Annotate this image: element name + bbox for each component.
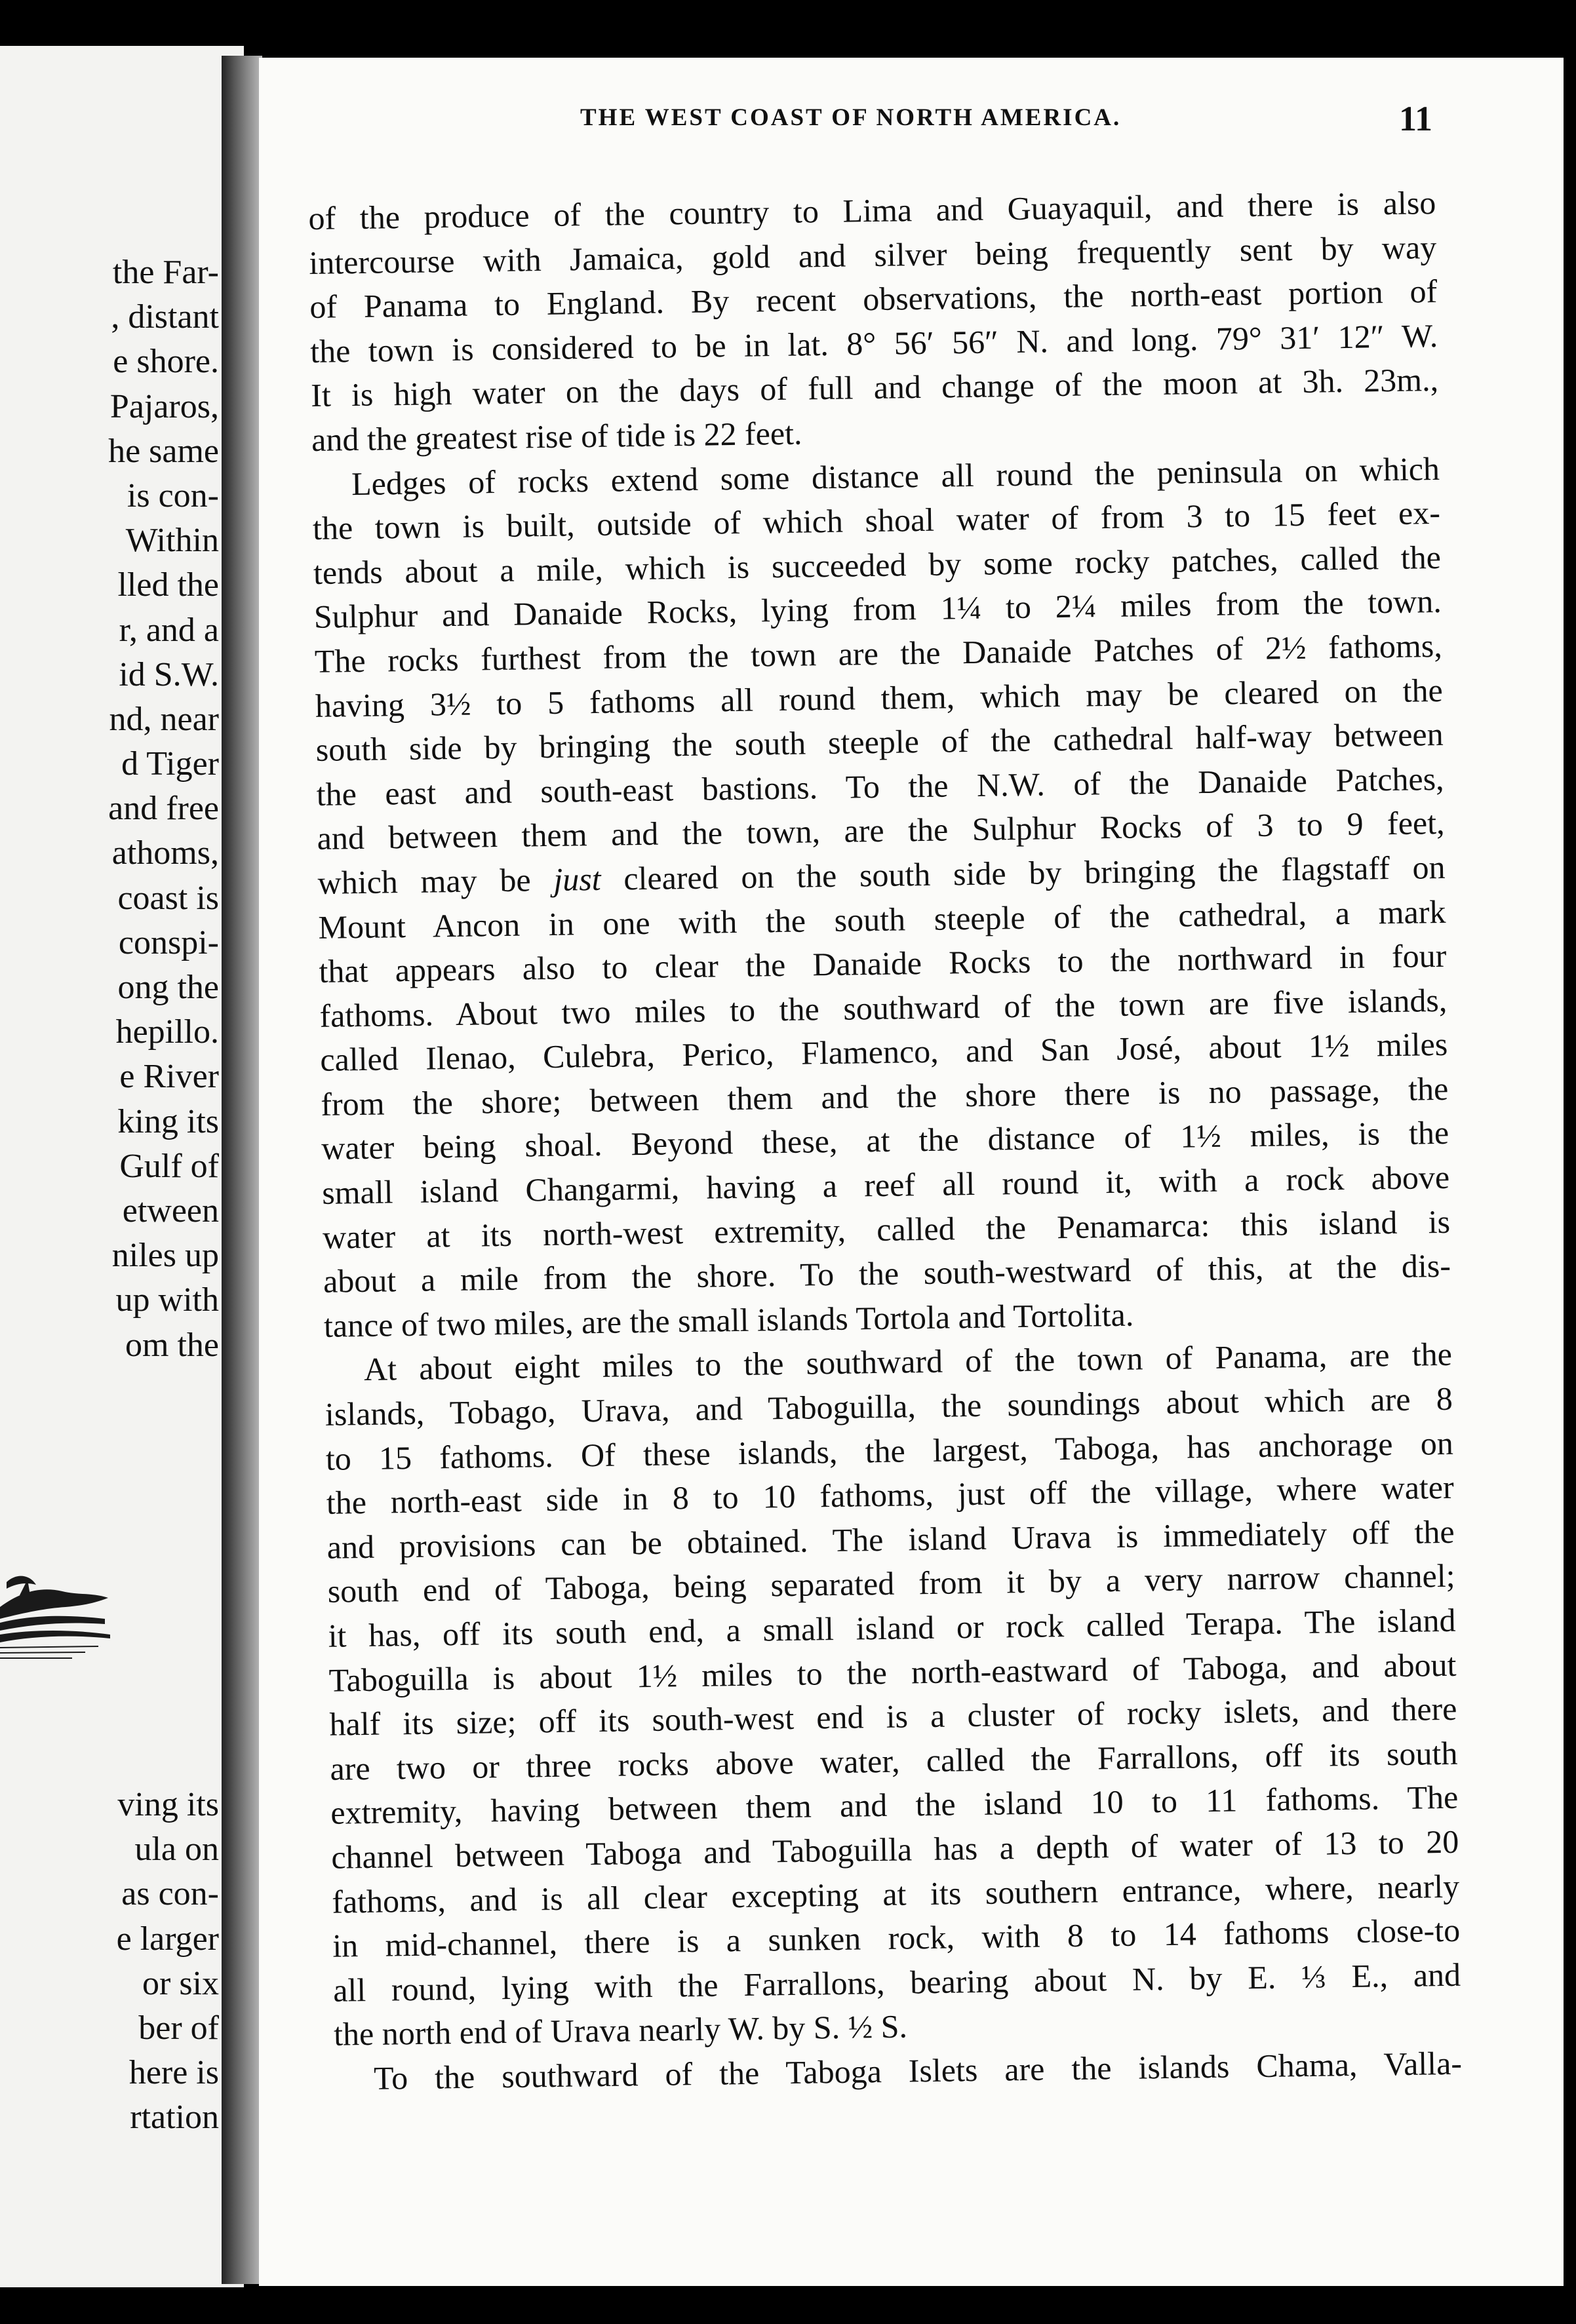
facing-page-line: id S.W. <box>119 655 219 693</box>
facing-page-line: Gulf of <box>119 1147 219 1185</box>
text-line: extremity, having between them and the island 10 to 11 fathoms. The <box>330 1779 1459 1832</box>
facing-page-line: and free <box>108 790 219 828</box>
facing-page-line: e River <box>119 1058 219 1096</box>
facing-page-line: or six <box>142 1964 219 2002</box>
body-text <box>308 181 1462 2101</box>
text-line: islands, Tobago, Urava, and Taboguilla, the soundings about which are 8 <box>325 1380 1453 1433</box>
text-line: To the southward of the Taboga Islets are the islands Chama, Valla- <box>373 2044 1463 2097</box>
text-line: are two or three rocks above water, called the Farrallons, off its south <box>330 1734 1458 1787</box>
text-line: Mount Ancon in one with the south steeple of the cathedral, a mark <box>318 893 1446 946</box>
text-line: Sulphur and Danaide Rocks, lying from 1¼ to 2¼ miles from the town. <box>313 583 1442 636</box>
facing-page-line: rtation <box>130 2099 219 2137</box>
facing-page-line: Pajaros, <box>109 387 219 425</box>
text-line: small island Changarmi, having a reef all round it, with a rock above <box>321 1158 1450 1211</box>
facing-page-line: ula on <box>134 1830 219 1869</box>
text-line: it has, off its south end, a small island or rock called Terapa. The island <box>328 1601 1456 1654</box>
text-line: channel between Taboga and Taboguilla has a depth of water of 13 to 20 <box>330 1823 1459 1876</box>
text-line: south end of Taboga, being separated from it by a very narrow channel; <box>327 1557 1455 1610</box>
text-line: to 15 fathoms. Of these islands, the largest, Taboga, has anchorage on <box>325 1424 1454 1477</box>
facing-page-line: lled the <box>117 566 219 604</box>
facing-page-line: is con- <box>127 476 219 514</box>
text-line: the town is considered to be in lat. 8° 56′ 56″ N. and long. 79° 31′ 12″ W. <box>309 317 1438 370</box>
text-line: of Panama to England. By recent observations, the north-east portion of <box>309 273 1438 326</box>
text-line: tance of two miles, are the small islands Tortola and Tortolita. <box>323 1296 1134 1344</box>
facing-page-line: Within <box>125 522 219 560</box>
text-line: in mid-channel, there is a sunken rock, with 8 to 14 fathoms close-to <box>332 1911 1461 1964</box>
text-line: fathoms, and is all clear excepting at its southern entrance, where, nearly <box>331 1867 1460 1920</box>
text-line: all round, lying with the Farrallons, bearing about N. by E. ⅓ E., and <box>332 1956 1461 2009</box>
text-line: It is high water on the days of full and change of the moon at 3h. 23m., <box>310 361 1439 414</box>
text-line: south side by bringing the south steeple of the cathedral half-way between <box>315 716 1444 769</box>
facing-page-line: , distant <box>111 298 219 336</box>
text-line: tends about a mile, which is succeeded by some rocky patches, called the <box>313 538 1442 591</box>
text-line: from the shore; between them and the shore there is no passage, the <box>320 1070 1449 1123</box>
text-line: intercourse with Jamaica, gold and silver being frequently sent by way <box>309 228 1437 281</box>
facing-page-line: as con- <box>121 1875 219 1913</box>
text-line: that appears also to clear the Danaide Rocks to the northward in four <box>319 937 1447 990</box>
facing-page-line: nd, near <box>109 700 219 738</box>
running-head: THE WEST COAST OF NORTH AMERICA. <box>580 104 1122 131</box>
ornament-engraving <box>0 1566 111 1671</box>
facing-page-line: om the <box>125 1326 219 1364</box>
facing-page-line: here is <box>128 2054 219 2092</box>
page-number: 11 <box>1398 99 1432 138</box>
text-line: of the produce of the country to Lima and Guayaquil, and there is also <box>308 184 1436 237</box>
text-line: Ledges of rocks extend some distance all round the peninsula on which <box>351 450 1440 502</box>
facing-page-line: e shore. <box>113 343 219 381</box>
book-gutter <box>222 56 262 2284</box>
facing-page-line: ving its <box>117 1786 219 1823</box>
text-line: fathoms. About two miles to the southward of the town are five islands, <box>319 981 1448 1034</box>
text-line: the east and south-east bastions. To the N.W. of the Danaide Patches, <box>316 760 1444 813</box>
text-line-end: cleared on the south side by bringing the flagstaff on <box>623 848 1446 897</box>
facing-page-line: athoms, <box>111 834 219 872</box>
facing-page-line: etween <box>122 1191 219 1230</box>
text-line-start: which may be <box>317 861 531 901</box>
text-line: having 3½ to 5 fathoms all round them, which may be cleared on the <box>315 671 1444 724</box>
facing-page-fragment <box>0 46 244 2287</box>
text-line: the north-east side in 8 to 10 fathoms, just off the village, where water <box>326 1469 1455 1522</box>
facing-page-line: r, and a <box>119 611 219 649</box>
facing-page-line: ong the <box>117 969 219 1006</box>
facing-page-line: ber of <box>138 2009 219 2047</box>
text-line: about a mile from the shore. To the south-westward of this, at the dis- <box>323 1247 1451 1300</box>
text-line: water at its north-west extremity, called the Penamarca: this island is <box>322 1203 1451 1256</box>
facing-page-line: e larger <box>116 1920 219 1958</box>
text-line: the north end of Urava nearly W. by S. ½ S. <box>333 2007 908 2053</box>
page-header <box>298 98 1432 151</box>
facing-page-line: conspi- <box>118 923 219 961</box>
text-line: the town is built, outside of which shoal water of from 3 to 15 feet ex- <box>312 494 1441 547</box>
text-line: and between them and the town, are the Sulphur Rocks of 3 to 9 feet, <box>317 804 1445 857</box>
italic-word: just <box>553 860 601 898</box>
text-line: The rocks furthest from the town are the Danaide Patches of 2½ fathoms, <box>314 627 1443 680</box>
facing-page-lower-lines <box>9 1783 219 2140</box>
facing-page-line: niles up <box>111 1237 219 1275</box>
text-line: and provisions can be obtained. The island Urava is immediately off the <box>326 1513 1455 1566</box>
facing-page-line: coast is <box>117 879 219 917</box>
text-line: called Ilenao, Culebra, Perico, Flamenco, and San José, about 1½ miles <box>320 1026 1448 1079</box>
facing-page-line: the Far- <box>112 254 219 291</box>
facing-page-line: up with <box>115 1281 219 1319</box>
facing-page-line: hepillo. <box>115 1013 219 1051</box>
facing-page-line: d Tiger <box>121 745 219 783</box>
facing-page-line: king its <box>117 1102 219 1140</box>
facing-page-upper-lines <box>9 250 219 1368</box>
text-line: Taboguilla is about 1½ miles to the north-eastward of Taboga, and about <box>328 1646 1457 1699</box>
facing-page-line: he same <box>108 432 219 470</box>
text-line: At about eight miles to the southward of the town of Panama, are the <box>363 1336 1453 1388</box>
text-line: water being shoal. Beyond these, at the distance of 1½ miles, is the <box>321 1114 1449 1167</box>
text-line: half its size; off its south-west end is a cluster of rocky islets, and there <box>329 1690 1457 1743</box>
text-line: and the greatest rise of tide is 22 feet. <box>311 414 802 458</box>
